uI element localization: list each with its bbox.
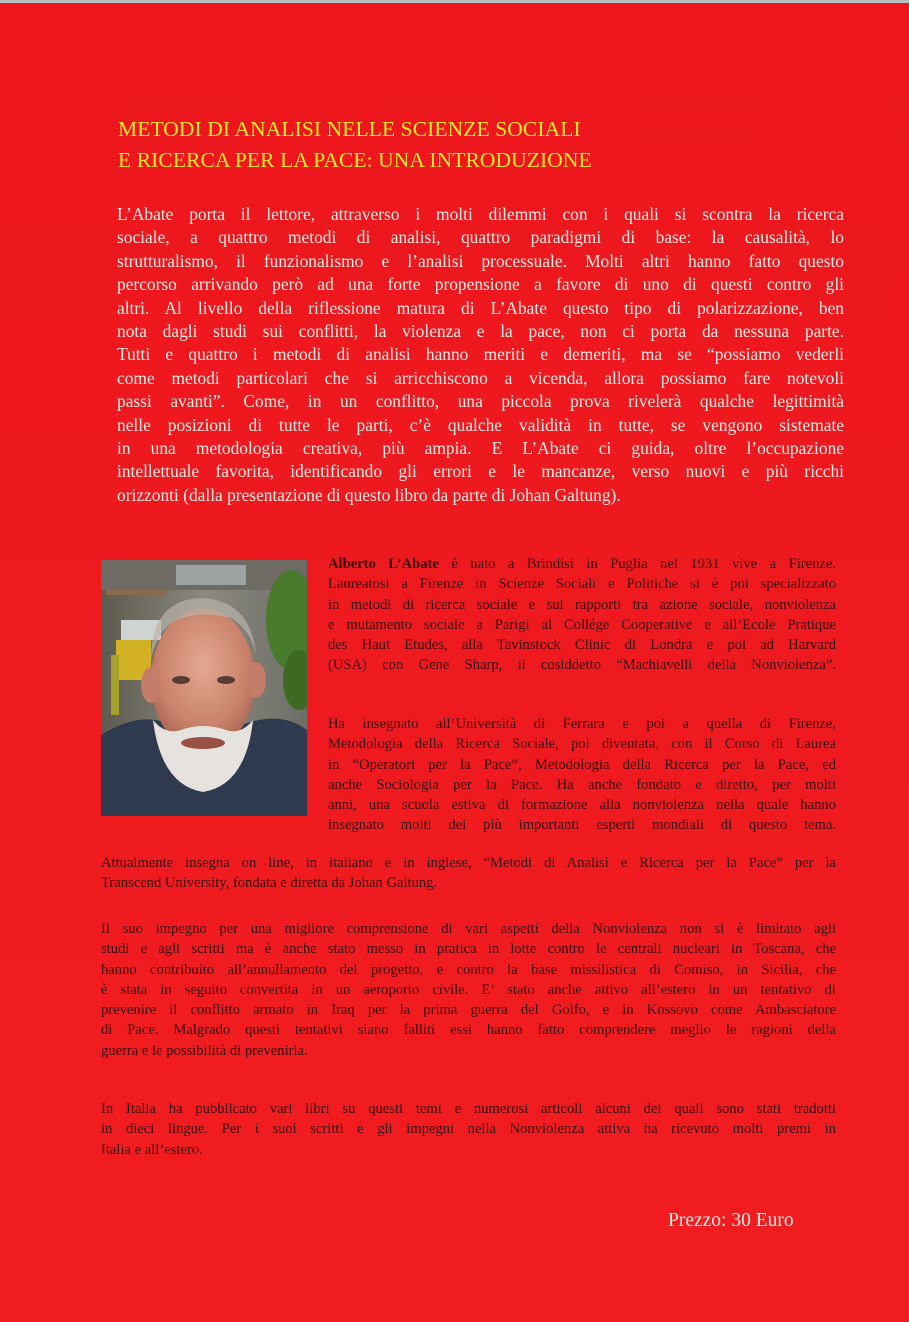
bio-line: insegnato molti dei più importanti esperti mondiali di questo tema.	[328, 817, 836, 834]
bio-line: in dieci lingue. Per i suoi scritti e gli impegni nella Nonviolenza attiva ha ricevuto molti premi in	[101, 1121, 836, 1138]
title-line: METODI DI ANALISI NELLE SCIENZE SOCIALI	[118, 117, 581, 141]
bio-line: des Haut Etudes, alla Tavinstock Clinic di Londra e poi ad Harvard	[328, 637, 836, 654]
author-name: Alberto L’Abate	[328, 556, 439, 572]
bio-line: (USA) con Gene Sharp, il cosiddetto “Machiavelli della Nonviolenza”.	[328, 657, 836, 674]
bio-line: In Italia ha pubblicato vari libri su questi temi e numerosi articoli alcuni dei quali sono stati tradotti	[101, 1101, 836, 1117]
bio-line: hanno contribuito all’annullamento del progetto, e contro la base missilistica di Comiso, in Sicilia, che	[101, 961, 836, 978]
bio-text: è nato a Brindisi in Puglia nel 1931 vive a Firenze.	[438, 556, 837, 572]
synopsis-line: intellettuale favorita, identificando gli errori e le mancanze, verso nuovi e più ricchi	[117, 461, 844, 482]
book-title	[118, 114, 838, 176]
price-label: Prezzo: 30 Euro	[668, 1210, 794, 1231]
synopsis-line: nelle posizioni di tutte le parti, c’è qualche validità in tutte, se vengono sistemate	[117, 414, 844, 435]
teaching-paragraph-continued	[101, 853, 836, 894]
synopsis-line: orizzonti (dalla presentazione di questo libro da parte di Johan Galtung).	[117, 484, 621, 505]
bio-line: Laureatosi a Firenze in Scienze Sociali e Politiche si è poi specializzato	[328, 576, 836, 593]
bio-line: anni, una scuola estiva di formazione alla nonviolenza nella quale hanno	[328, 797, 836, 814]
bio-line: di Pace. Malgrado questi tentativi siano falliti essi hanno fatto comprendere meglio le ragioni della	[101, 1022, 836, 1039]
author-photo	[101, 560, 307, 816]
synopsis-line: Tutti e quattro i metodi di analisi hanno meriti e demeriti, ma se “possiamo vederli	[117, 344, 844, 365]
bio-line: in metodi di ricerca sociale e sui rapporti tra azione sociale, nonviolenza	[328, 596, 836, 613]
synopsis-line: nota dagli studi sui conflitti, la violenza e la pace, non ci porta da nessuna parte.	[117, 321, 844, 342]
bio-line: Attualmente insegna on line, in italiano e in inglese, “Metodi di Analisi e Ricerca per la Pace” per la	[101, 855, 836, 871]
bio-line: Ha insegnato all’Università di Ferrara e poi a quella di Firenze,	[328, 716, 836, 732]
bio-line: Metodologia della Ricerca Sociale, poi diventata, con il Corso di Laurea	[328, 736, 836, 753]
bio-line: e mutamento sociale a Parigi al Collége Cooperative e all’Ecole Pratique	[328, 616, 836, 633]
bio-line	[328, 554, 836, 574]
bio-line: è stata in seguito convertita in un aeroporto civile. E’ stato anche attivo all’estero in un tentativo di	[101, 981, 836, 998]
bio-line: guerra e le possibilità di prevenirla.	[101, 1042, 308, 1059]
bio-line: Transcend University, fondata e diretta da Johan Galtung.	[101, 875, 438, 892]
author-portrait-image	[101, 560, 307, 816]
synopsis-line: in una metodologia creativa, più ampia. E L’Abate ci guida, oltre l’occupazione	[117, 438, 844, 459]
book-synopsis	[117, 203, 844, 507]
author-bio-paragraph	[328, 554, 836, 676]
synopsis-line: strutturalismo, il funzionalismo e l’analisi processuale. Molti altri hanno fatto questo	[117, 250, 844, 271]
commitment-paragraph	[101, 919, 836, 1061]
bio-line: prevenire il conflitto armato in Iraq per la prima guerra del Golfo, e in Kossovo come Ambasciatore	[101, 1002, 836, 1019]
title-line: E RICERCA PER LA PACE: UNA INTRODUZIONE	[118, 148, 592, 172]
bio-line: anche Sociologia per la Pace. Ha anche fondato e diretto, per molti	[328, 776, 836, 793]
synopsis-line: come metodi particolari che si arricchiscono a vicenda, allora possiamo fare notevoli	[117, 367, 844, 388]
synopsis-line: passi avanti”. Come, in un conflitto, una piccola prova rivelerà qualche legittimità	[117, 391, 844, 412]
bio-line: Il suo impegno per una migliore comprensione di vari aspetti della Nonviolenza non si è limitato agli	[101, 921, 836, 937]
synopsis-line: percorso arrivando però ad una forte propensione a favore di uno di questi contro gli	[117, 274, 844, 295]
bio-line: studi e agli scritti ma è anche stato messo in pratica in lotte contro le centrali nucleari in Toscana, che	[101, 941, 836, 958]
publications-paragraph	[101, 1099, 836, 1160]
synopsis-line: sociale, a quattro metodi di analisi, quattro paradigmi di base: la causalità, lo	[117, 227, 844, 248]
teaching-paragraph	[328, 714, 836, 836]
bio-line: Italia e all’estero.	[101, 1141, 203, 1158]
synopsis-line: altri. Al livello della riflessione matura di L’Abate questo tipo di polarizzazione, ben	[117, 297, 844, 318]
synopsis-line: L’Abate porta il lettore, attraverso i molti dilemmi con i quali si scontra la ricerca	[117, 204, 844, 224]
bio-line: in “Operatori per la Pace”, Metodologia della Ricerca per la Pace, ed	[328, 756, 836, 773]
